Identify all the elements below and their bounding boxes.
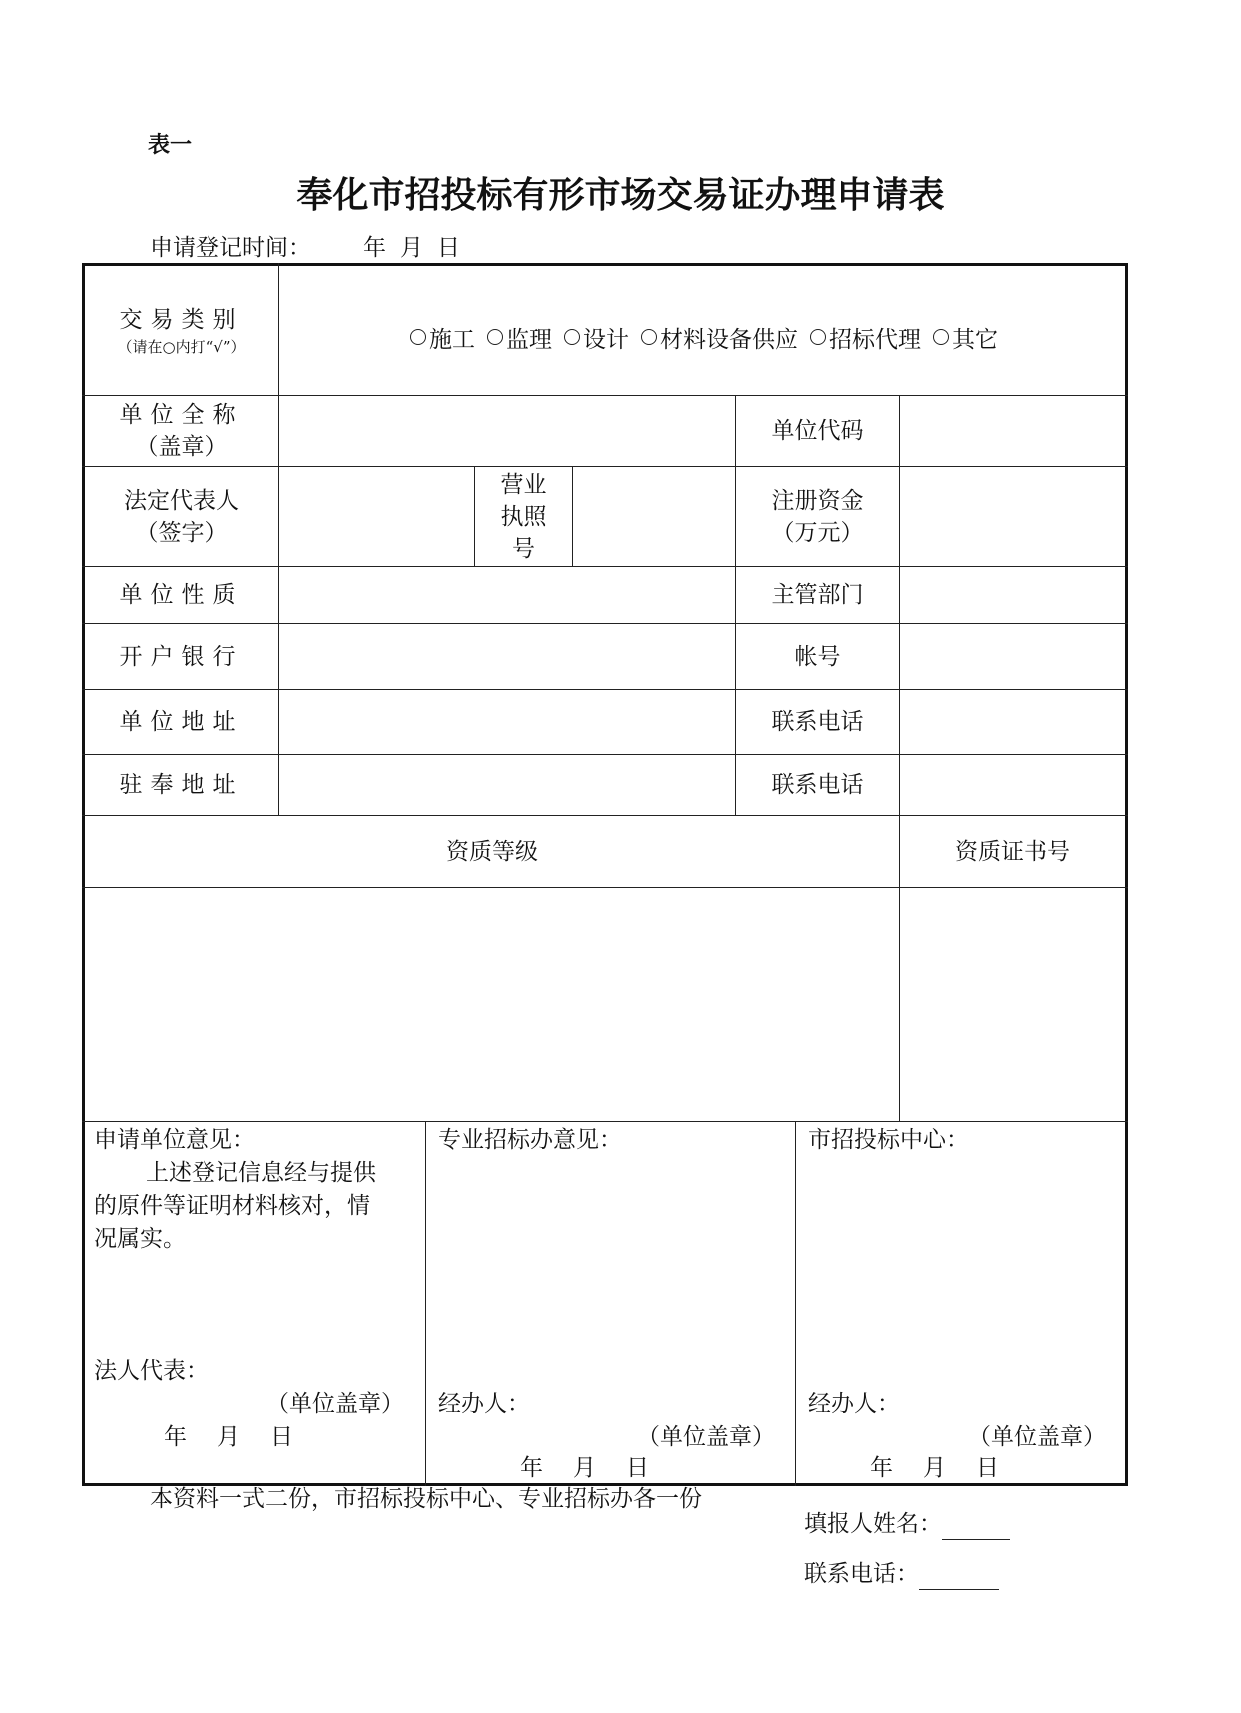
trade-type-label-cell (85, 276, 278, 386)
center-date: 年 月 日 (870, 1455, 999, 1481)
bank-label: 开户银行 (119, 643, 244, 670)
qual-level-label: 资质等级 (446, 838, 538, 865)
radio-circle-icon[interactable] (933, 329, 949, 345)
reg-day: 日 (437, 235, 460, 261)
option-construction[interactable]: 施工 (410, 321, 475, 354)
phone-label-2: 联系电话 (771, 772, 864, 798)
radio-circle-icon[interactable] (564, 329, 580, 345)
address-field[interactable] (279, 690, 735, 754)
radio-circle-icon[interactable] (487, 329, 503, 345)
registration-label: 申请登记时间： (150, 235, 311, 261)
office-handler: 经办人： (438, 1391, 530, 1417)
center-opinion-title: 市招投标中心： (808, 1127, 969, 1153)
option-design[interactable]: 设计 (564, 321, 629, 354)
applicant-opinion-line2: 的原件等证明材料核对，情 (94, 1193, 370, 1219)
reg-year: 年 (363, 235, 386, 261)
trade-type-hint: （请在○内打“√”） (117, 338, 246, 356)
license-no-line2: 执照 (500, 503, 547, 530)
office-seal: （单位盖章） (637, 1424, 775, 1450)
unit-code-label: 单位代码 (771, 418, 864, 444)
dept-field[interactable] (900, 567, 1125, 623)
phone-field-2[interactable] (900, 755, 1125, 815)
license-no-line1: 营业 (500, 471, 547, 498)
address-label: 单位地址 (119, 709, 244, 735)
trade-type-options (280, 316, 1128, 358)
phone-label-1: 联系电话 (771, 709, 864, 735)
unit-code-field[interactable] (900, 396, 1125, 466)
unit-name-label-cell (85, 396, 278, 466)
legal-rep-sub: （签字） (135, 519, 228, 546)
license-no-label-cell (475, 467, 572, 566)
applicant-opinion-line3: 况属实。 (94, 1226, 186, 1252)
unit-nature-field[interactable] (279, 567, 735, 623)
office-date: 年 月 日 (520, 1455, 649, 1481)
unit-name-sub: （盖章） (135, 434, 228, 460)
account-field[interactable] (900, 624, 1125, 689)
applicant-opinion-line1: 上述登记信息经与提供 (146, 1160, 376, 1186)
local-address-field[interactable] (279, 755, 735, 815)
account-label: 帐号 (794, 643, 841, 670)
filler-phone-input[interactable] (919, 1563, 999, 1590)
dept-label: 主管部门 (771, 582, 864, 608)
trade-type-label: 交易类别 (119, 307, 244, 333)
qual-level-field[interactable] (85, 888, 899, 1121)
legal-rep-label-cell (85, 467, 278, 566)
applicant-legal-rep: 法人代表： (94, 1358, 209, 1384)
option-supervision[interactable]: 监理 (487, 321, 552, 354)
applicant-date: 年 月 日 (164, 1424, 293, 1450)
legal-rep-field[interactable] (279, 467, 474, 566)
phone-field-1[interactable] (900, 690, 1125, 754)
option-materials[interactable]: 材料设备供应 (641, 321, 798, 354)
license-no-field[interactable] (573, 467, 735, 566)
reg-capital-label: 注册资金 (771, 487, 864, 514)
filler-name-input[interactable] (942, 1513, 1010, 1540)
radio-circle-icon[interactable] (810, 329, 826, 345)
filler-name-label: 填报人姓名： (804, 1511, 942, 1537)
office-opinion-title: 专业招标办意见： (438, 1127, 622, 1153)
filler-phone-label: 联系电话： (804, 1561, 919, 1587)
bank-field[interactable] (279, 624, 735, 689)
applicant-opinion-title: 申请单位意见： (94, 1127, 255, 1153)
filler-phone (804, 1558, 999, 1590)
reg-capital-label-cell (736, 467, 899, 566)
footer-note: 本资料一式二份，市招标投标中心、专业招标办各一份 (150, 1486, 702, 1512)
unit-name-field[interactable] (279, 396, 735, 466)
reg-month: 月 (400, 235, 423, 261)
registration-time (150, 229, 474, 262)
applicant-seal: （单位盖章） (266, 1391, 404, 1417)
legal-rep-label: 法定代表人 (124, 487, 239, 514)
qual-cert-field[interactable] (900, 888, 1125, 1121)
local-address-label: 驻奉地址 (119, 772, 244, 798)
form-title: 奉化市招投标有形市场交易证办理申请表 (296, 175, 945, 216)
unit-nature-label: 单位性质 (119, 582, 244, 608)
license-no-line3: 号 (512, 535, 535, 562)
filler-name (804, 1508, 1010, 1540)
option-other[interactable]: 其它 (933, 321, 998, 354)
radio-circle-icon[interactable] (641, 329, 657, 345)
option-agency[interactable]: 招标代理 (810, 321, 921, 354)
reg-capital-field[interactable] (900, 467, 1125, 566)
sheet-label: 表一 (148, 133, 193, 158)
reg-capital-sub: （万元） (771, 519, 864, 546)
radio-circle-icon[interactable] (410, 329, 426, 345)
qual-cert-label: 资质证书号 (955, 838, 1070, 865)
unit-name-label: 单位全称 (119, 402, 244, 428)
center-seal: （单位盖章） (968, 1424, 1106, 1450)
center-handler: 经办人： (808, 1391, 900, 1417)
